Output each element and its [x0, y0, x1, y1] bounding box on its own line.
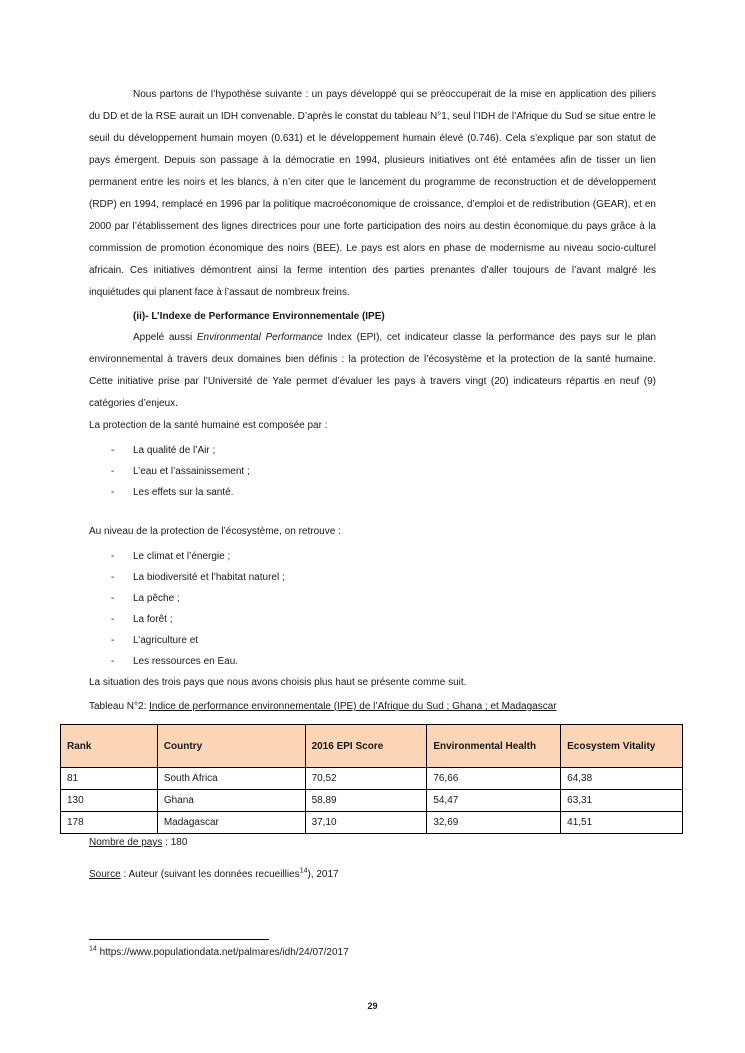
page-number: 29: [367, 1001, 378, 1011]
footnote-separator: [89, 939, 269, 940]
cell-country: Ghana: [157, 790, 305, 812]
table-caption-prefix: Tableau N°2:: [89, 701, 150, 712]
header-rank: Rank: [61, 725, 158, 768]
epi-text-rest: Index (EPI), cet indicateur classe la performance des pays sur le plan environnemental à travers deux domaines bien définis : la protection de l’écosystème et la protection de la santé humaine. Cette initiative prise par l’Université de Yale permet d’évaluer les pays à travers vingt (20) indicateurs répartis en neuf (9) catégories d’enjeux.: [89, 332, 656, 409]
epi-text-start: Appelé aussi: [133, 332, 197, 343]
cell-epi-score: 58,89: [305, 790, 427, 812]
cell-environmental-health: 54,47: [427, 790, 561, 812]
list-item-text: La forêt ;: [133, 614, 173, 625]
list-item: [89, 482, 656, 503]
epi-table: [60, 724, 683, 834]
cell-ecosystem-vitality: 41,51: [561, 812, 683, 834]
paragraph-situation: La situation des trois pays que nous avons choisis plus haut se présente comme suit.: [89, 677, 467, 688]
dash-bullet: -: [111, 656, 115, 667]
list-item-text: L’eau et l’assainissement ;: [133, 466, 250, 477]
source-label: Source: [89, 869, 121, 880]
header-country: Country: [157, 725, 305, 768]
cell-country: Madagascar: [157, 812, 305, 834]
list-item-text: Le climat et l’énergie ;: [133, 551, 231, 562]
cell-environmental-health: 76,66: [427, 768, 561, 790]
list-item: [89, 609, 656, 630]
table-header-row: [61, 725, 683, 768]
dash-bullet: -: [111, 551, 115, 562]
table-row: [61, 812, 683, 834]
table-caption-title: Indice de performance environnementale (IPE) de l’Afrique du Sud ; Ghana ; et Madagascar: [149, 701, 557, 712]
dash-bullet: -: [111, 466, 115, 477]
list-item-text: L’agriculture et: [133, 635, 199, 646]
list-item-text: Les ressources en Eau.: [133, 656, 239, 667]
list-item-text: Les effets sur la santé.: [133, 487, 234, 498]
list-item: [89, 567, 656, 588]
source-text: : Auteur (suivant les données recueillies: [120, 869, 300, 880]
cell-epi-score: 70,52: [305, 768, 427, 790]
header-environmental-health: Environmental Health: [427, 725, 561, 768]
cell-ecosystem-vitality: 64,38: [561, 768, 683, 790]
countries-count: [89, 834, 656, 852]
footnote: [89, 946, 349, 960]
dash-bullet: -: [111, 572, 115, 583]
spacer: [89, 503, 656, 521]
list-item: [89, 630, 656, 651]
source-note: [89, 866, 656, 884]
list-item: [89, 461, 656, 482]
list-item: [89, 651, 656, 672]
countries-label: Nombre de pays: [89, 837, 163, 848]
dash-bullet: -: [111, 614, 115, 625]
table-row: [61, 768, 683, 790]
page-body: [67, 84, 656, 884]
table-row: [61, 790, 683, 812]
dash-bullet: -: [111, 635, 115, 646]
list-item-text: La qualité de l’Air ;: [133, 445, 216, 456]
paragraph-idh-hypothesis: Nous partons de l’hypothèse suivante : un pays développé qui se préoccuperait de la mise en application des piliers du DD et de la RSE aurait un IDH convenable. D’après le constat du tableau N°1, seul l’IDH de l’Afrique du Sud se situe entre le seuil du développement humain moyen (0.631) et le développement humain élevé (0.746). Cela s’explique par son statut de pays émergent. Depuis son passage à la démocratie en 1994, plusieurs initiatives ont été entamées afin de tisser un lien permanent entre les noirs et les blancs, à n’en citer que le lancement du programme de reconstruction et de développement (RDP) en 1994, remplacé en 1996 par la politique macroéconomique de croissance, d’emploi et de redistribution (GEAR), et en 2000 par l’établissement des lignes directrices pour une forte participation des noirs au destin économique du pays grâce à la commission de promotion économique des noirs (BEE). Le pays est alors en phase de modernisme au niveau socio-culturel africain. Ces initiatives démontrent ainsi la ferme intention des parties prenantes d’aller toujours de l’avant malgré les inquiétudes qui planent face à l’assaut de nombreux freins.: [89, 89, 656, 298]
paragraph-ecosystem-intro: Au niveau de la protection de l’écosystème, on retrouve :: [89, 526, 341, 537]
header-epi-score: 2016 EPI Score: [305, 725, 427, 768]
cell-ecosystem-vitality: 63,31: [561, 790, 683, 812]
dash-bullet: -: [111, 593, 115, 604]
countries-value: : 180: [162, 837, 188, 848]
cell-environmental-health: 32,69: [427, 812, 561, 834]
paragraph-health-intro: La protection de la santé humaine est composée par :: [89, 420, 328, 431]
list-item: [89, 588, 656, 609]
cell-epi-score: 37,10: [305, 812, 427, 834]
paragraph-epi-definition: [89, 327, 656, 415]
epi-text-italic: Environmental Performance: [196, 332, 323, 343]
footnote-number: 14: [89, 945, 97, 953]
list-item-text: La pêche ;: [133, 593, 180, 604]
dash-bullet: -: [111, 445, 115, 456]
footnote-ref: 14: [299, 867, 308, 875]
dash-bullet: -: [111, 487, 115, 498]
section-heading-ipe: (ii)- L’Indexe de Performance Environnementale (IPE): [133, 311, 385, 322]
cell-rank: 178: [61, 812, 158, 834]
source-end: ), 2017: [307, 869, 339, 880]
header-ecosystem-vitality: Ecosystem Vitality: [561, 725, 683, 768]
footnote-url: https://www.populationdata.net/palmares/idh/24/07/2017: [96, 947, 349, 958]
cell-country: South Africa: [157, 768, 305, 790]
list-item: [89, 546, 656, 567]
cell-rank: 81: [61, 768, 158, 790]
table-caption: [89, 698, 656, 716]
health-list: [89, 440, 656, 503]
cell-rank: 130: [61, 790, 158, 812]
list-item-text: La biodiversité et l’habitat naturel ;: [133, 572, 285, 583]
list-item: [89, 440, 656, 461]
ecosystem-list: [89, 546, 656, 672]
